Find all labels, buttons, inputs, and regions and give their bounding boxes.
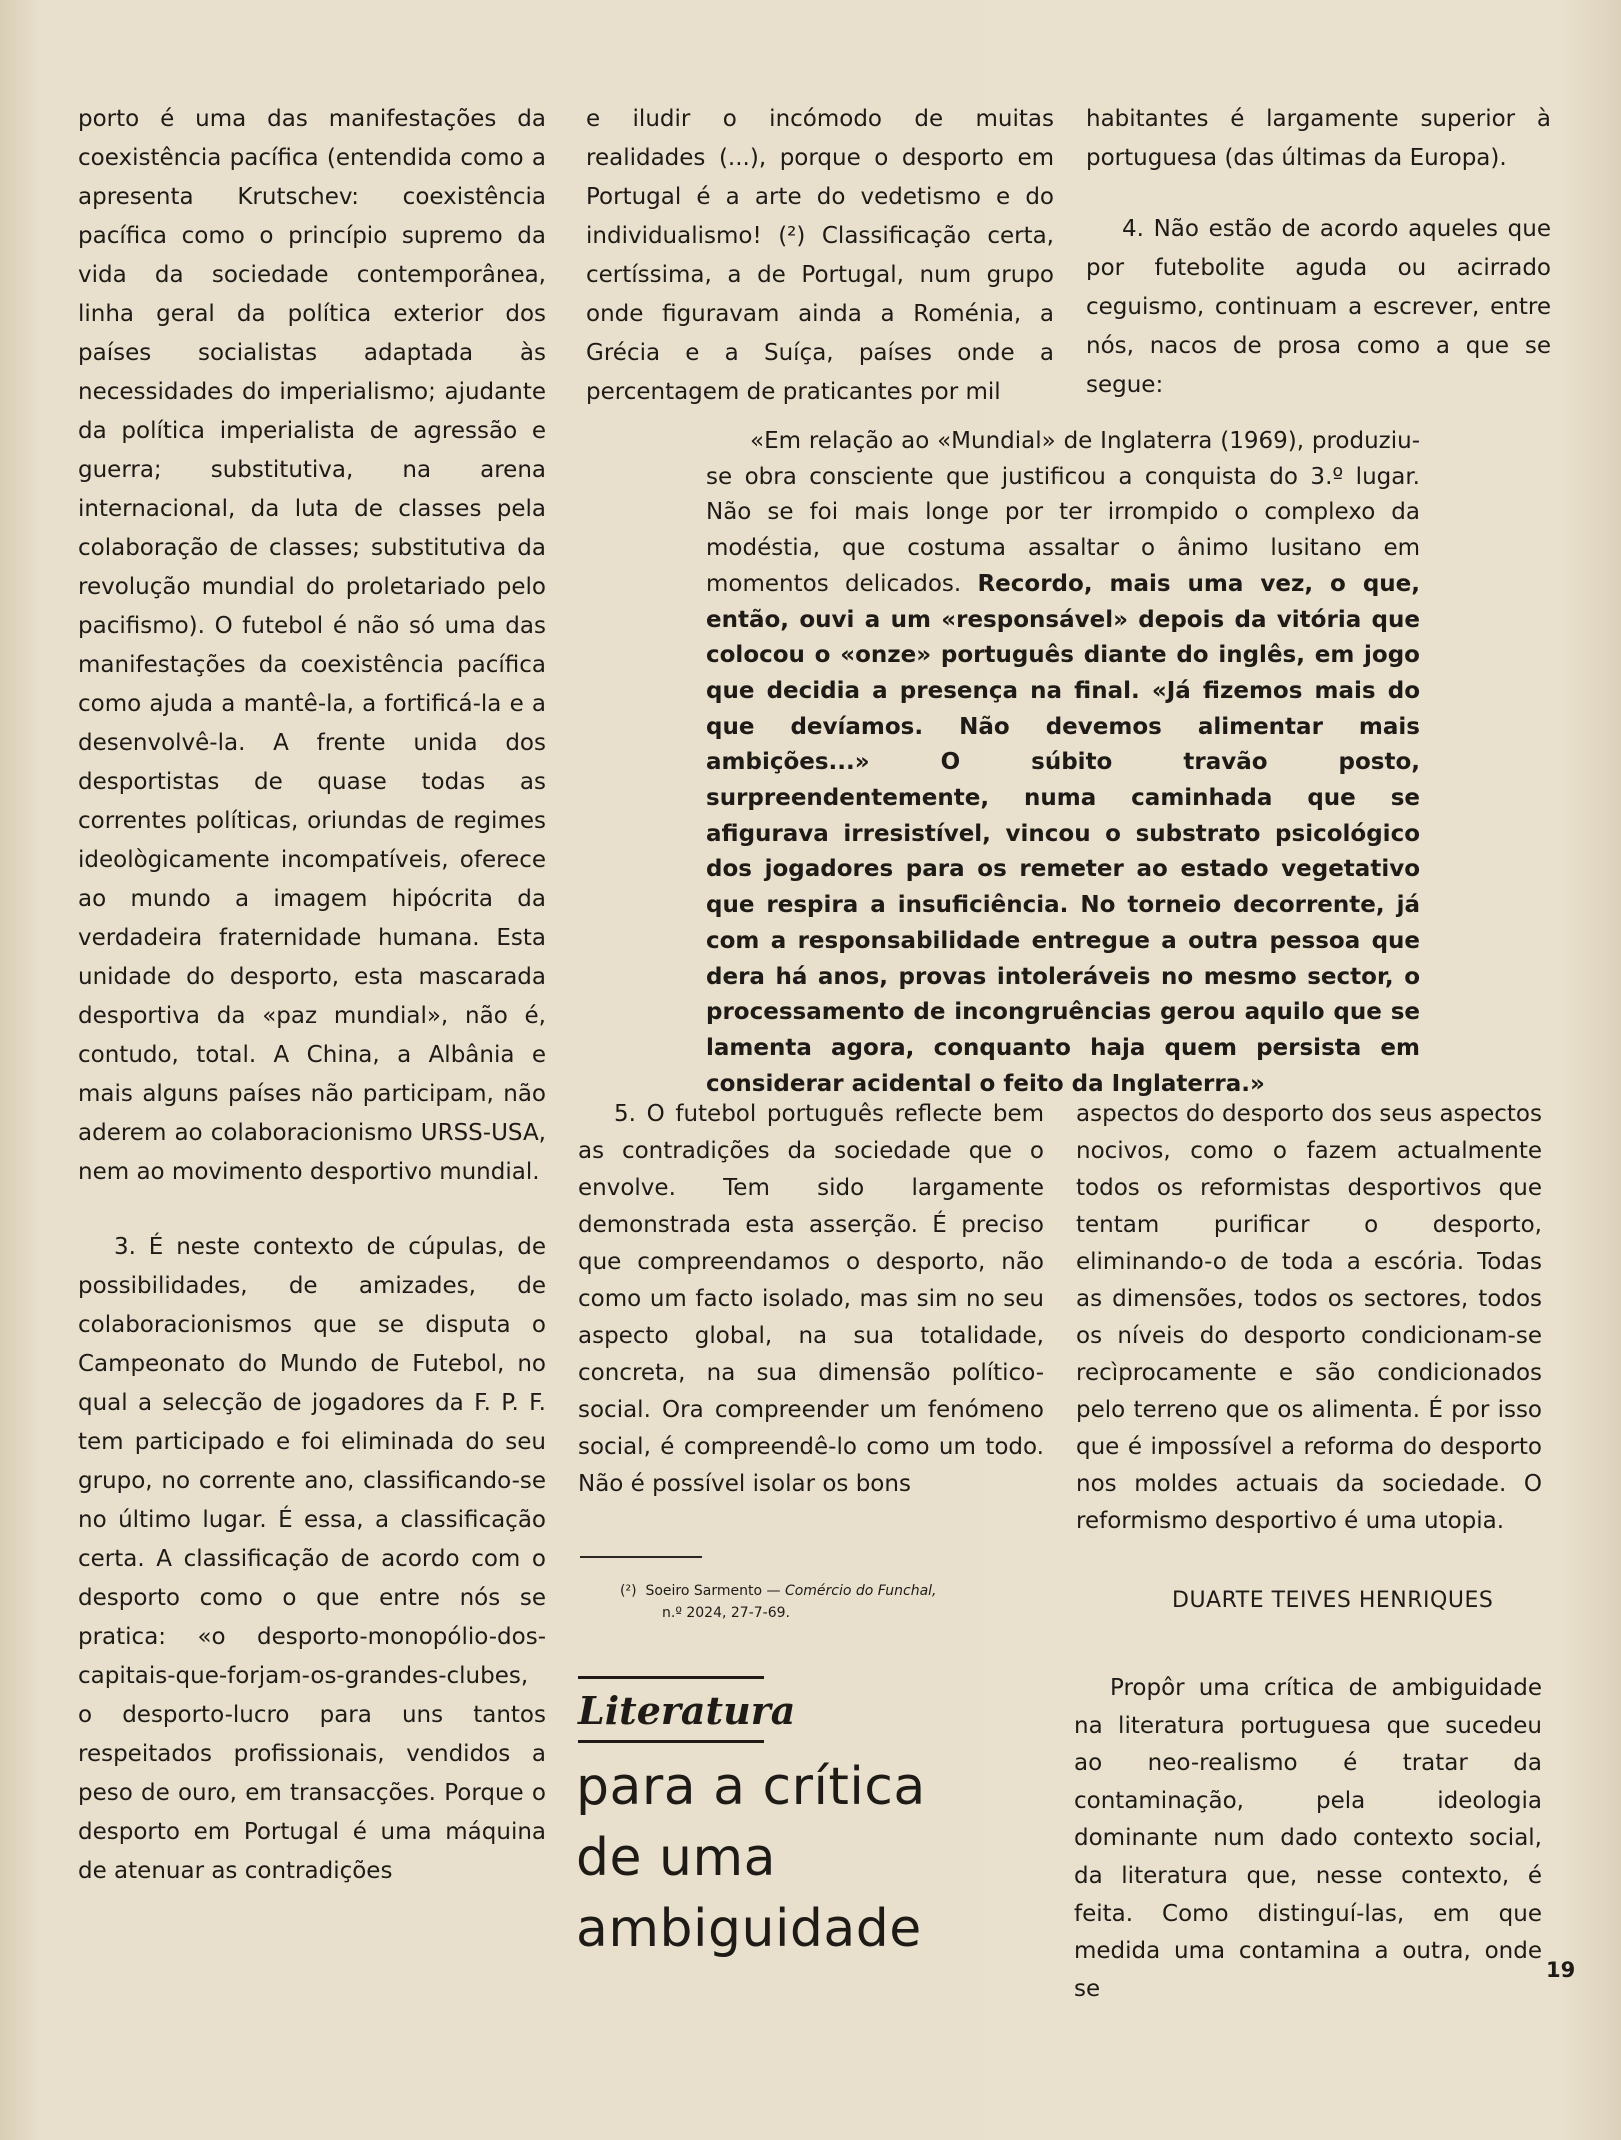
author-signature: DUARTE TEIVES HENRIQUES — [1172, 1588, 1494, 1613]
article-title-line: para a crítica — [576, 1757, 926, 1817]
column-literature — [1074, 1670, 1542, 2008]
column-left — [78, 100, 546, 1891]
paragraph-5: 5. O futebol português reflecte bem as contradições da sociedade que o envolve. Tem sido largamente demonstrada esta asserção. É preciso que compreendamos o desporto, não como um facto isolado, mas sim no seu aspecto global, na sua totalidade, concreta, na sua dimensão político-social. Ora compreender um fenómeno social, é compreendê-lo como um todo. Não é possível isolar os bons — [578, 1101, 1044, 1497]
footnote-details: n.º 2024, 27-7-69. — [662, 1605, 790, 1621]
section-label: Literatura — [578, 1688, 796, 1733]
block-quote — [706, 424, 1420, 1102]
quote-bold-text: Recordo, mais uma vez, o que, então, ouvi a um «responsável» depois da vitória que colocou o «onze» português diante do inglês, em jogo que decidia a presença na final. «Já fizemos mais do que devíamos. Não devemos alimentar mais ambições...» O súbito travão posto, surpreendentemente, numa caminhada que se afigurava irresistível, vincou o substrato psicológico dos jogadores para os remeter ao estado vegetativo que respira a insuficiência. No torneio decorrente, já com a responsabilidade entregue a outra pessoa que dera há anos, provas intoleráveis no mesmo sector, o processamento de incongruências gerou aquilo que se lamenta agora, conquanto haja quem persista em considerar acidental o feito da Inglaterra.» — [706, 570, 1420, 1097]
column-right-bottom — [1076, 1096, 1542, 1540]
paragraph-continuation: e iludir o incómodo de muitas realidades (...), porque o desporto em Portugal é a arte do vedetismo e do individualismo! (²) Classificação certa, certíssima, a de Portugal, num grupo onde figuravam ainda a Roménia, a Grécia e a Suíça, países onde a percentagem de praticantes por mil — [586, 106, 1054, 405]
paragraph-literature: Propôr uma crítica de ambiguidade na literatura portuguesa que sucedeu ao neo-realismo é tratar da contaminação, pela ideologia dominante num dado contexto social, da literatura que, nesse contexto, é feita. Como distinguí-las, em que medida uma contamina a outra, onde se — [1074, 1675, 1542, 2002]
footnote — [620, 1580, 1060, 1624]
column-middle-top — [586, 100, 1054, 412]
footnote-marker: (²) — [620, 1583, 637, 1599]
section-rule-top — [578, 1676, 764, 1679]
footnote-source: Comércio do Funchal, — [784, 1583, 937, 1599]
footnote-author: Soeiro Sarmento — — [645, 1583, 781, 1599]
article-title-line: ambiguidade — [576, 1899, 922, 1959]
column-right-top — [1086, 100, 1551, 405]
paragraph-4: 4. Não estão de acordo aqueles que por futebolite aguda ou acirrado ceguismo, continuam a escrever, entre nós, nacos de prosa como a que se segue: — [1086, 216, 1551, 398]
article-title-line: de uma — [576, 1828, 777, 1888]
quote-text: «Em relação ao «Mundial» de Inglaterra (1969), produziu-se obra consciente que justificou a conquista do 3.º lugar. Não se foi mais longe por ter irrompido o complexo da modéstia, que costuma assaltar o ânimo lusitano em momentos delicados. — [706, 428, 1420, 597]
section-rule-bottom — [578, 1740, 764, 1743]
page-number: 19 — [1546, 1958, 1576, 1982]
paragraph-coexistence: porto é uma das manifestações da coexistência pacífica (entendida como a apresenta Krutschev: coexistência pacífica como o princípio supremo da vida da sociedade contemporânea, linha geral da política exterior dos países socialistas adaptada às necessidades do imperialismo; ajudante da política imperialista de agressão e guerra; substitutiva, na arena internacional, da luta de classes pela colaboração de classes; substitutiva da revolução mundial do proletariado pelo pacifismo). O futebol é não só uma das manifestações da coexistência pacífica como ajuda a mantê-la, a fortificá-la e a desenvolvê-la. A frente unida dos desportistas de quase todas as correntes políticas, oriundas de regimes ideològicamente incompatíveis, oferece ao mundo a imagem hipócrita da verdadeira fraternidade humana. Esta unidade do desporto, esta mascarada desportiva da «paz mundial», não é, contudo, total. A China, a Albânia e mais alguns países não participam, não aderem ao colaboracionismo URSS-USA, nem ao movimento desportivo mundial. — [78, 106, 546, 1185]
column-middle-bottom — [578, 1096, 1044, 1503]
paragraph-3: 3. É neste contexto de cúpulas, de possibilidades, de amizades, de colaboracionismos que se disputa o Campeonato do Mundo de Futebol, no qual a selecção de jogadores da F. P. F. tem participado e foi eliminada do seu grupo, no corrente ano, classificando-se no último lugar. É essa, a classificação certa. A classificação de acordo com o desporto como o que entre nós se pratica: «o desporto-monopólio-dos-capitais-que-forjam-os-grandes-clubes, o desporto-lucro para uns tantos respeitados profissionais, vendidos a peso de ouro, em transacções. Porque o desporto em Portugal é uma máquina de atenuar as contradições — [78, 1234, 546, 1884]
paragraph-reformism: aspectos do desporto dos seus aspectos nocivos, como o fazem actualmente todos os reformistas desportivos que tentam purificar o desporto, eliminando-o de toda a escória. Todas as dimensões, todos os sectores, todos os níveis do desporto condicionam-se recìprocamente e são condicionados pelo terreno que os alimenta. É por isso que é impossível a reforma do desporto nos moldes actuais da sociedade. O reformismo desportivo é uma utopia. — [1076, 1101, 1542, 1534]
article-title — [576, 1752, 1016, 1965]
paragraph-inhabitants: habitantes é largamente superior à portuguesa (das últimas da Europa). — [1086, 106, 1551, 171]
footnote-divider — [580, 1556, 702, 1558]
